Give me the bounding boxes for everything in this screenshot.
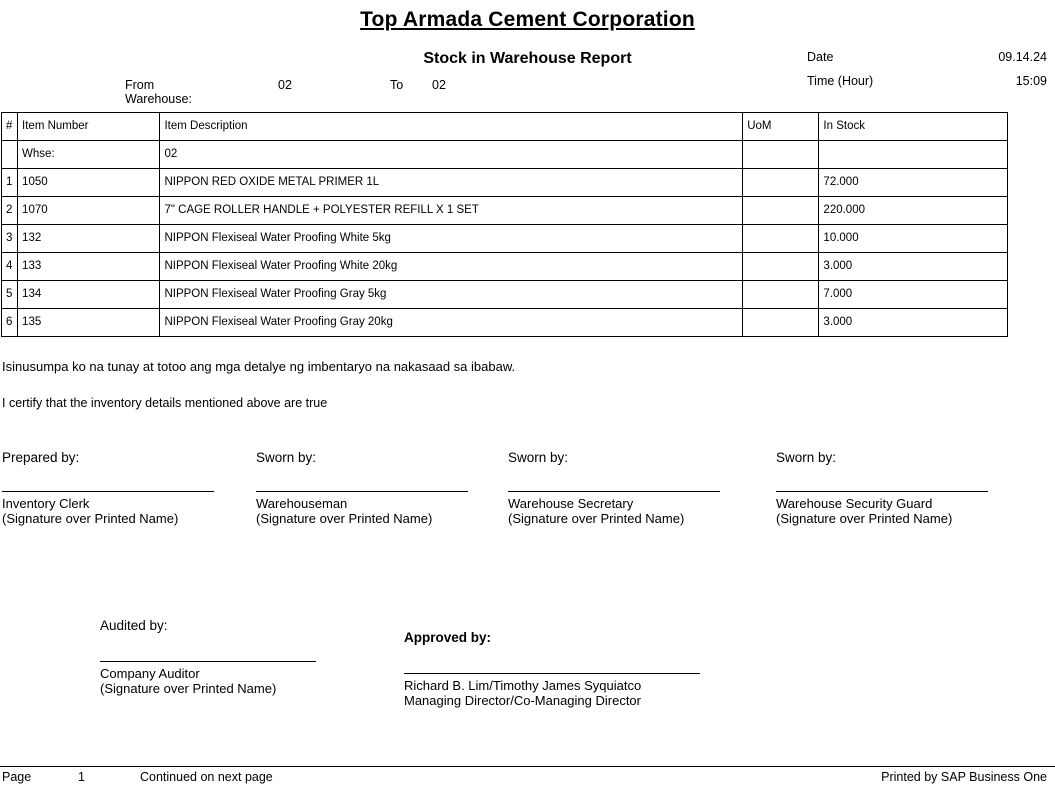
date-row xyxy=(807,50,1047,74)
time-label: Time (Hour) xyxy=(807,74,874,88)
row-uom xyxy=(743,197,819,225)
col-item-number: Item Number xyxy=(18,113,160,141)
approve-sub: Managing Director/Co-Managing Director xyxy=(404,693,641,708)
signature-heading: Sworn by: xyxy=(776,450,837,465)
time-value: 15:09 xyxy=(1015,74,1047,88)
to-warehouse-label: To xyxy=(390,78,404,92)
report-header-block xyxy=(0,50,1055,106)
table-row xyxy=(2,253,1008,281)
signature-block-warehouse-secretary xyxy=(508,450,720,526)
table-group-row xyxy=(2,141,1008,169)
row-in-stock: 3.000 xyxy=(819,309,1008,337)
signature-heading: Sworn by: xyxy=(256,450,317,465)
row-in-stock: 220.000 xyxy=(819,197,1008,225)
certification-english: I certify that the inventory details mentioned above are true xyxy=(2,396,328,410)
date-value: 09.14.24 xyxy=(998,50,1047,64)
row-item-number: 135 xyxy=(18,309,160,337)
row-in-stock: 7.000 xyxy=(819,281,1008,309)
signature-block-warehouseman xyxy=(256,450,468,526)
col-in-stock: In Stock xyxy=(819,113,1008,141)
approve-heading: Approved by: xyxy=(404,630,492,645)
footer-page-label: Page xyxy=(2,770,32,784)
row-in-stock: 10.000 xyxy=(819,225,1008,253)
signature-sub: (Signature over Printed Name) xyxy=(776,511,953,526)
footer-continued: Continued on next page xyxy=(140,770,273,784)
row-item-number: 134 xyxy=(18,281,160,309)
signature-sub: (Signature over Printed Name) xyxy=(508,511,685,526)
signature-heading: Prepared by: xyxy=(2,450,80,465)
row-index: 2 xyxy=(2,197,18,225)
row-index: 5 xyxy=(2,281,18,309)
row-uom xyxy=(743,225,819,253)
date-label: Date xyxy=(807,50,834,64)
signature-heading: Sworn by: xyxy=(508,450,569,465)
group-index xyxy=(2,141,18,169)
signature-block-auditor xyxy=(100,618,316,696)
signature-sub: (Signature over Printed Name) xyxy=(256,511,433,526)
group-uom xyxy=(743,141,819,169)
group-label: Whse: xyxy=(18,141,160,169)
signature-section xyxy=(0,450,1055,570)
table-header-row xyxy=(2,113,1008,141)
col-uom: UoM xyxy=(743,113,819,141)
row-item-number: 132 xyxy=(18,225,160,253)
signature-name: Warehouseman xyxy=(256,496,348,511)
table-row xyxy=(2,169,1008,197)
from-warehouse-label: From Warehouse: xyxy=(125,78,192,106)
row-description: NIPPON RED OXIDE METAL PRIMER 1L xyxy=(160,169,743,197)
signature-line xyxy=(100,661,316,662)
signature-line xyxy=(404,673,700,674)
signature-block-prepared-by xyxy=(2,450,214,526)
row-uom xyxy=(743,169,819,197)
page-footer xyxy=(0,766,1055,789)
approval-section xyxy=(0,618,1055,748)
row-uom xyxy=(743,309,819,337)
group-value: 02 xyxy=(160,141,743,169)
signature-name: Warehouse Security Guard xyxy=(776,496,933,511)
row-description: NIPPON Flexiseal Water Proofing White 5kg xyxy=(160,225,743,253)
footer-page-number: 1 xyxy=(78,770,85,784)
to-warehouse-value: 02 xyxy=(432,78,446,92)
signature-name: Inventory Clerk xyxy=(2,496,90,511)
row-description: NIPPON Flexiseal Water Proofing Gray 5kg xyxy=(160,281,743,309)
row-description: NIPPON Flexiseal Water Proofing White 20kg xyxy=(160,253,743,281)
row-item-number: 1050 xyxy=(18,169,160,197)
col-item-description: Item Description xyxy=(160,113,743,141)
table-row xyxy=(2,309,1008,337)
row-in-stock: 72.000 xyxy=(819,169,1008,197)
audit-sub: (Signature over Printed Name) xyxy=(100,681,277,696)
row-uom xyxy=(743,253,819,281)
audit-heading: Audited by: xyxy=(100,618,168,633)
row-item-number: 1070 xyxy=(18,197,160,225)
audit-name: Company Auditor xyxy=(100,666,200,681)
signature-line xyxy=(2,491,214,492)
signature-sub: (Signature over Printed Name) xyxy=(2,511,179,526)
signature-line xyxy=(256,491,468,492)
row-item-number: 133 xyxy=(18,253,160,281)
report-title: Stock in Warehouse Report xyxy=(423,50,632,67)
certification-filipino: Isinusumpa ko na tunay at totoo ang mga detalye ng imbentaryo na nakasaad sa ibabaw. xyxy=(2,359,516,374)
signature-line xyxy=(508,491,720,492)
company-title: Top Armada Cement Corporation xyxy=(360,8,695,31)
report-meta xyxy=(807,50,1047,98)
col-index: # xyxy=(2,113,18,141)
signature-name: Warehouse Secretary xyxy=(508,496,634,511)
footer-printed-by: Printed by SAP Business One xyxy=(881,770,1047,784)
signature-line xyxy=(776,491,988,492)
row-index: 4 xyxy=(2,253,18,281)
table-row xyxy=(2,281,1008,309)
row-in-stock: 3.000 xyxy=(819,253,1008,281)
row-uom xyxy=(743,281,819,309)
signature-block-security-guard xyxy=(776,450,988,526)
table-row xyxy=(2,197,1008,225)
table-row xyxy=(2,225,1008,253)
row-index: 6 xyxy=(2,309,18,337)
time-row xyxy=(807,74,1047,98)
row-description: 7" CAGE ROLLER HANDLE + POLYESTER REFILL X 1 SET xyxy=(160,197,743,225)
stock-table xyxy=(1,112,1008,337)
row-description: NIPPON Flexiseal Water Proofing Gray 20kg xyxy=(160,309,743,337)
approve-name: Richard B. Lim/Timothy James Syquiatco xyxy=(404,678,642,693)
row-index: 1 xyxy=(2,169,18,197)
signature-block-approver xyxy=(404,630,700,708)
group-stock xyxy=(819,141,1008,169)
from-warehouse-value: 02 xyxy=(278,78,292,92)
row-index: 3 xyxy=(2,225,18,253)
